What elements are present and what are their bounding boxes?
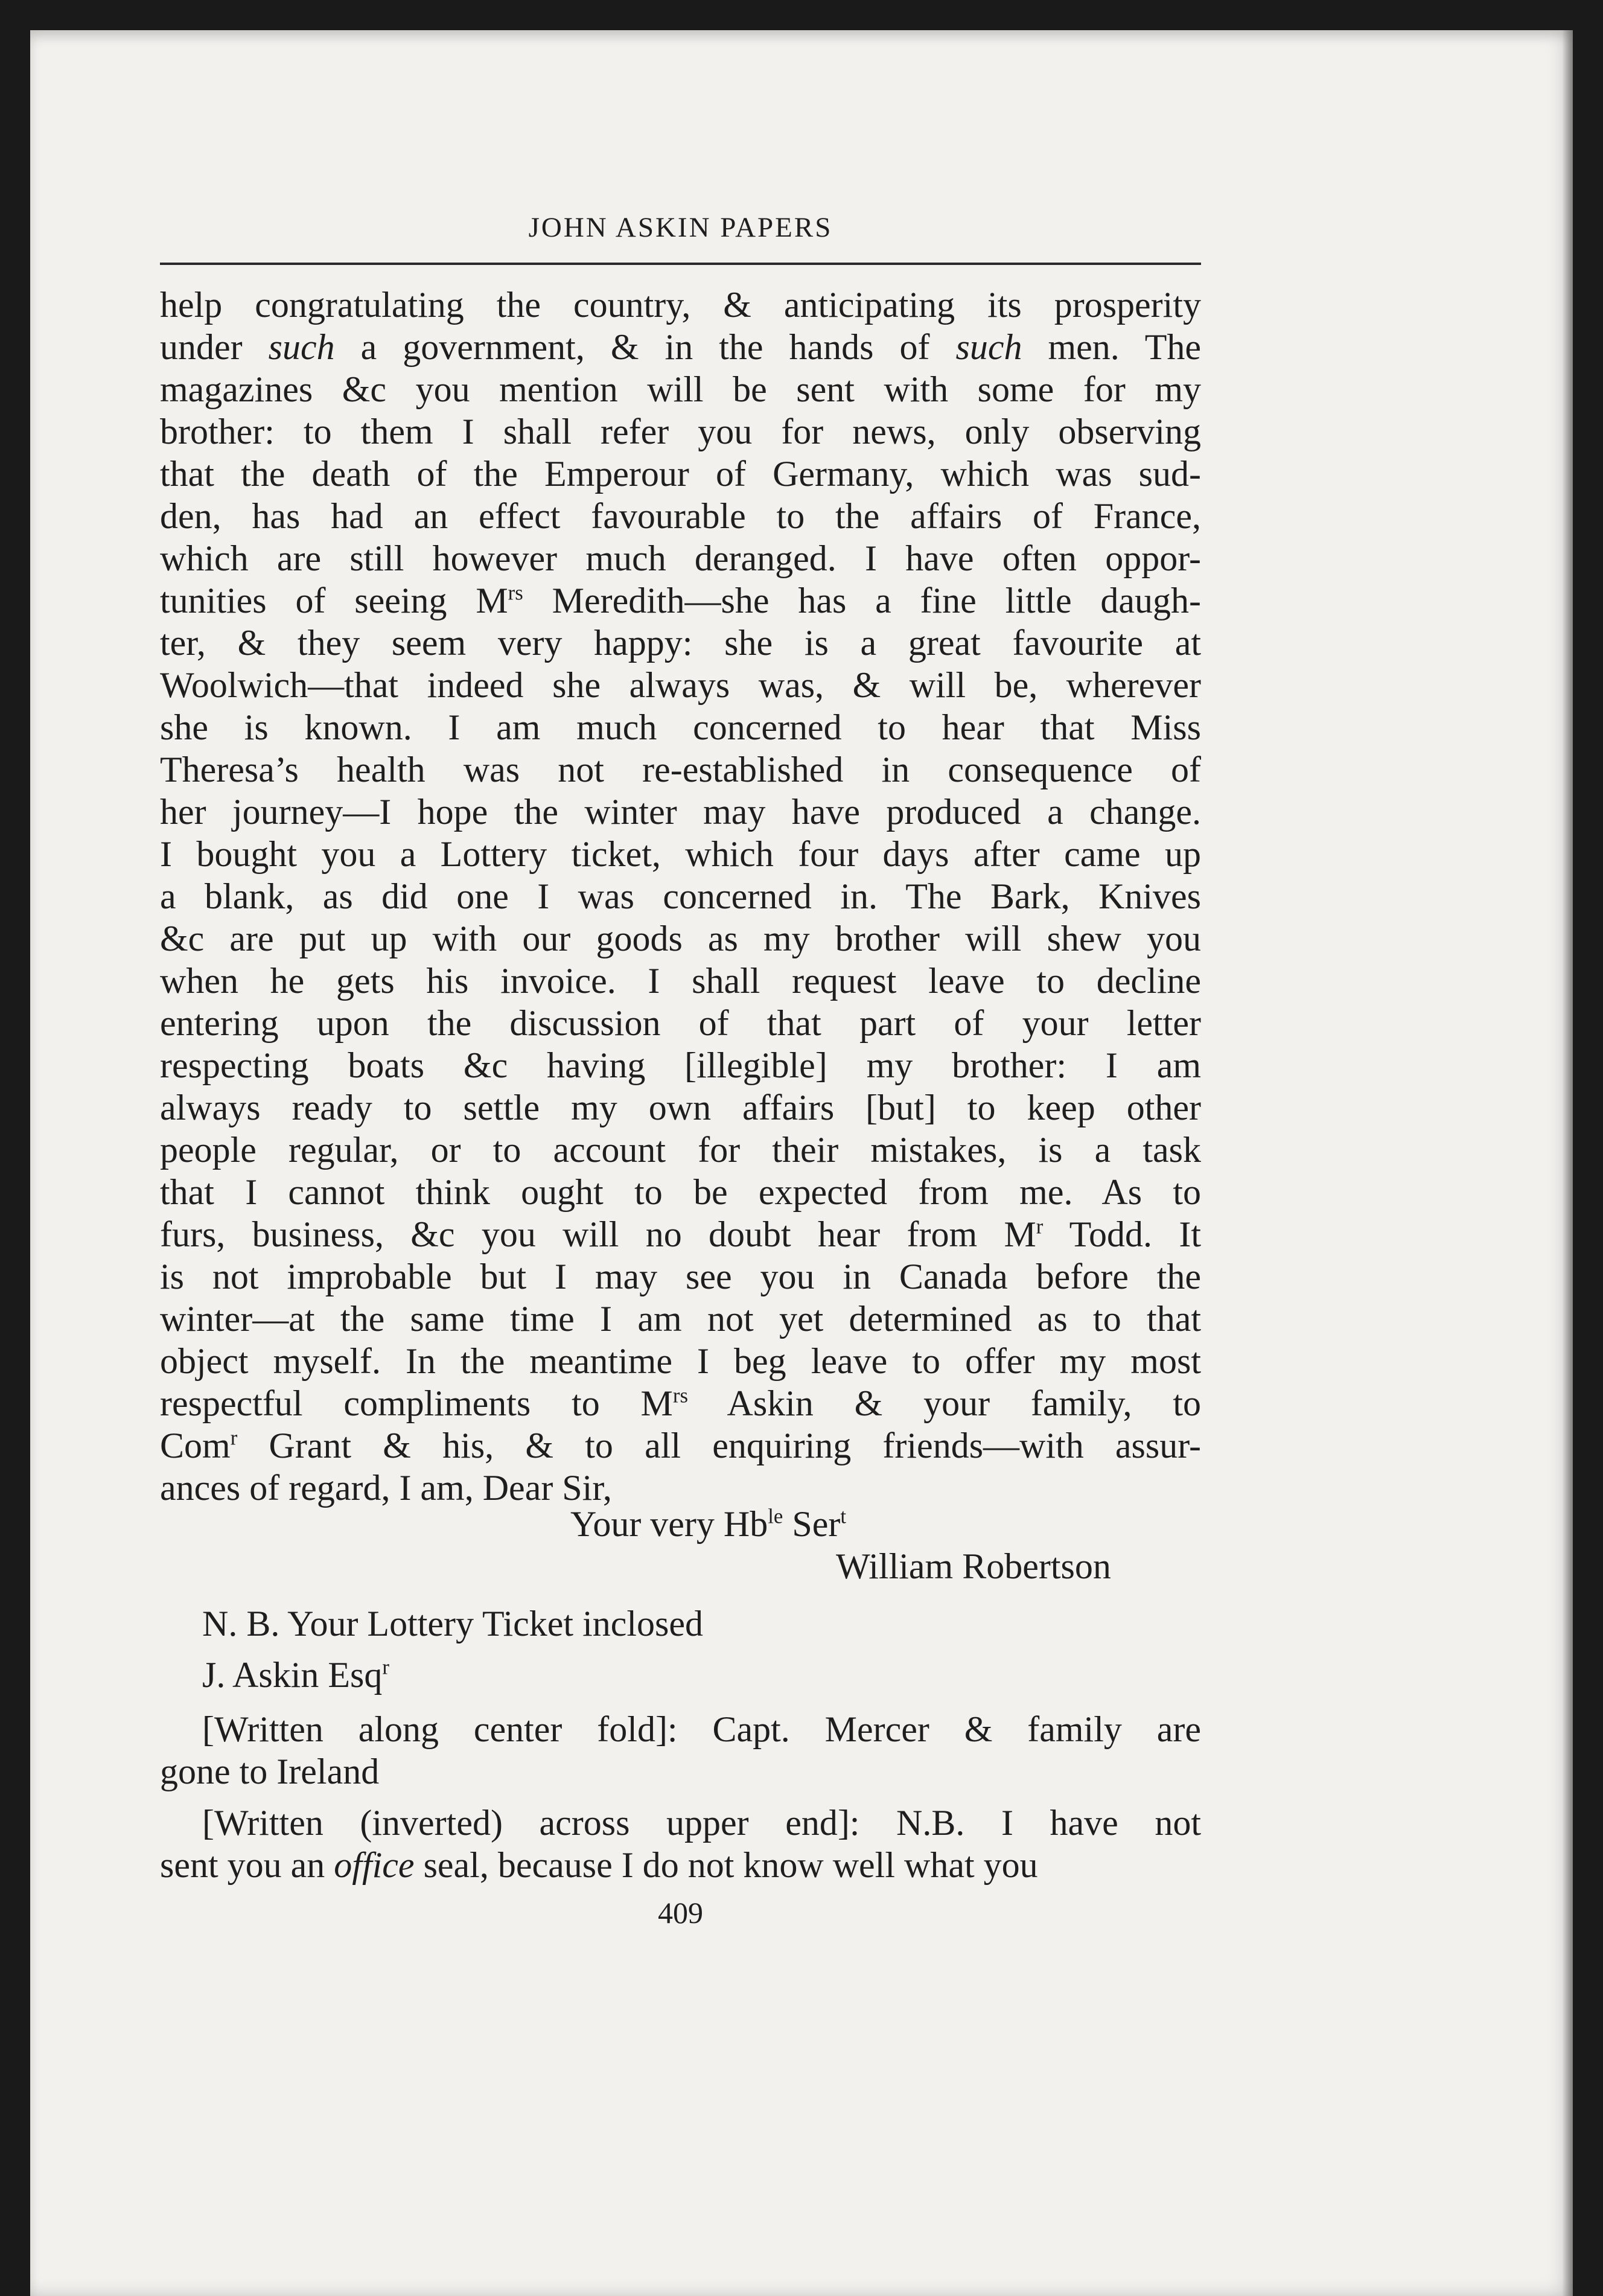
text-line: winter—at the same time I am not yet determined as to that [160,1299,1201,1339]
text-line: her journey—I hope the winter may have produced a change. [160,792,1201,832]
text-line: always ready to settle my own affairs [but] to keep other [160,1088,1201,1127]
superscript: t [840,1504,847,1528]
text-line: respecting boats &c having [illegible] my brother: I am [160,1045,1201,1085]
upper-end-note [160,1802,1201,1886]
text-line: Com$^r$ Grant & his, & to all enquiring friends—with assur- [160,1426,1201,1465]
text-line: a blank, as did one I was concerned in. The Bark, Knives [160,876,1201,916]
nb-line: N. B. Your Lottery Ticket inclosed [202,1604,704,1644]
superscript: r [382,1655,389,1679]
text-line: ter, & they seem very happy: she is a great favourite at [160,623,1201,663]
text-line: entering upon the discussion of that part of your letter [160,1003,1201,1043]
letter-body [160,284,1201,1509]
text-line: that the death of the Emperour of Germany, which was sud- [160,454,1201,494]
text-line: ances of regard, I am, Dear Sir, [160,1468,612,1508]
text-line: I bought you a Lottery ticket, which four days after came up [160,834,1201,874]
text-line: sent you an office seal, because I do not know well what you [160,1845,1038,1885]
text-line: den, has had an effect favourable to the affairs of France, [160,496,1201,536]
text-line: under such a government, & in the hands of such men. The [160,327,1201,367]
italic-text: such [955,327,1022,367]
superscript: rs [672,1383,689,1408]
running-header: JOHN ASKIN PAPERS [528,212,833,243]
italic-text: such [268,327,335,367]
nb-note [160,1602,1201,1645]
book-page [30,30,1573,2296]
page-number: 409 [658,1896,703,1930]
text-line: people regular, or to account for their mistakes, is a task [160,1130,1201,1170]
text-line: tunities of seeing $M^{rs}$ Meredith—she has a fine little daugh- [160,581,1201,620]
text-line: respectful compliments to $M^{rs}$ Askin & your family, to [160,1383,1201,1423]
superscript: le [768,1504,783,1528]
text-line: &c are put up with our goods as my brother will shew you [160,919,1201,958]
italic-text: office [334,1845,415,1885]
text-line: object myself. In the meantime I beg leave to offer my most [160,1341,1201,1381]
center-fold-note [160,1708,1201,1793]
text-line: gone to Ireland [160,1752,380,1791]
text-line: is not improbable but I may see you in Canada before the [160,1257,1201,1296]
text-line: magazines &c you mention will be sent with some for my [160,369,1201,409]
closing-salutation: Your very $Hb^{le}$ Ser$^t$ [570,1504,847,1544]
signature: William Robertson [836,1546,1111,1586]
text-line: which are still however much deranged. I have often oppor- [160,538,1201,578]
superscript: r [1036,1214,1044,1239]
address-line: J. Askin Esq$^r$ [202,1655,389,1695]
text-line: she is known. I am much concerned to hear that Miss [160,707,1201,747]
header-rule [160,263,1201,265]
text-line: that I cannot think ought to be expected from me. As to [160,1172,1201,1212]
superscript: rs [508,581,523,605]
text-line: [Written (inverted) across upper end]: N.B. I have not [202,1803,1201,1843]
text-line: Theresa’s health was not re-established in consequence of [160,750,1201,789]
text-line: Woolwich—that indeed she always was, & will be, wherever [160,665,1201,705]
text-line: furs, business, &c you will no doubt hear from $M^r$ Todd. It [160,1214,1201,1254]
superscript: r [230,1426,238,1450]
text-line: brother: to them I shall refer you for news, only observing [160,412,1201,451]
text-line: when he gets his invoice. I shall request leave to decline [160,961,1201,1001]
text-line: [Written along center fold]: Capt. Mercer & family are [202,1709,1201,1749]
address-note [160,1654,1201,1696]
text-line: help congratulating the country, & anticipating its prosperity [160,285,1201,325]
